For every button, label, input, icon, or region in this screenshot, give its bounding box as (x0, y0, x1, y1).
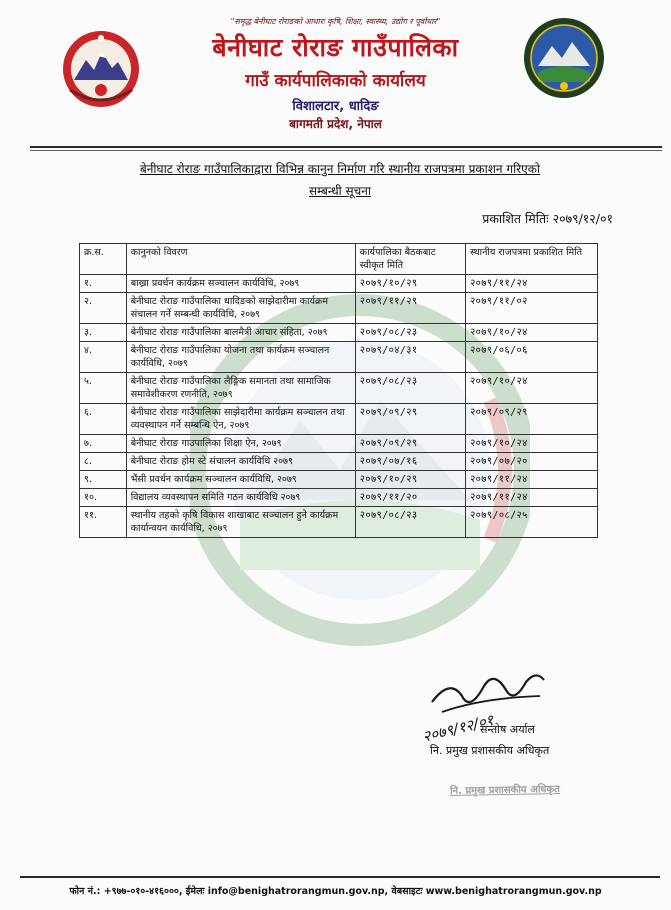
table-row (80, 324, 598, 342)
laws-table (79, 243, 598, 538)
row-sn: ९. (80, 471, 127, 489)
table-row (80, 293, 598, 324)
published-date: प्रकाशित मितिः २०७९/१२/०१ (482, 211, 613, 226)
row-approved-date: २०७९/०९/२९ (355, 404, 465, 435)
notice-subject (70, 158, 610, 202)
header-divider-thin (30, 150, 662, 151)
row-approved-date: २०७९/०८/२३ (355, 507, 465, 538)
row-description: बेनीघाट रोराङ होम स्टे संचालन कार्यविधि २०७९ (126, 453, 355, 471)
table-row (80, 342, 598, 373)
row-sn: ६. (80, 404, 127, 435)
header-description: कानुनको विवरण (126, 244, 355, 275)
row-approved-date: २०७९/०८/२३ (355, 324, 465, 342)
footer-divider (20, 876, 660, 878)
header-sn: क्र.स. (80, 244, 127, 275)
row-approved-date: २०७९/०९/२९ (355, 435, 465, 453)
header-published-date: स्थानीय राजपत्रमा प्रकाशित मिति (466, 244, 598, 275)
table-row (80, 471, 598, 489)
row-published-date: २०७९/११/२४ (466, 275, 598, 293)
table-row (80, 489, 598, 507)
table-row (80, 275, 598, 293)
row-published-date: २०७९/११/२४ (466, 489, 598, 507)
table-header-row (80, 244, 598, 275)
row-description: बेनीघाट रोराङ गाउँपालिका बालमैत्री आचार संहिता, २०७९ (126, 324, 355, 342)
office-name: गाउँ कार्यपालिकाको कार्यालय (245, 71, 426, 91)
row-approved-date: २०७९/०४/३१ (355, 342, 465, 373)
official-stamp: नि. प्रमुख प्रशासकीय अधिकृत (449, 784, 561, 797)
row-published-date: २०७९/११/०२ (466, 293, 598, 324)
row-approved-date: २०७९/१०/२९ (355, 275, 465, 293)
row-sn: ३. (80, 324, 127, 342)
table-row (80, 404, 598, 435)
motto: "समृद्ध बेनीघाट रोराङको आधारः कृषि, शिक्षा, स्वास्थ्य, उद्योग र पूर्वाधार" (230, 17, 441, 26)
municipality-logo-icon (522, 16, 606, 100)
row-approved-date: २०७९/११/२९ (355, 293, 465, 324)
row-published-date: २०७९/१०/२४ (466, 324, 598, 342)
subject-line-1: बेनीघाट रोराङ गाउँपालिकाद्वारा विभिन्न कानुन निर्माण गरि स्थानीय राजपत्रमा प्रकाशन गरिएको (139, 162, 541, 176)
row-published-date: २०७९/१०/२४ (466, 435, 598, 453)
row-description: बेनीघाट रोराङ गाउँपालिका धादिङको साझेदारीमा कार्यक्रम संचालन गर्ने सम्बन्धी कार्यविधि, २०७९ (126, 293, 355, 324)
row-sn: ८. (80, 453, 127, 471)
footer-contact: फोन नं.: +९७७-०१०-४१६०००, ईमेलः info@benighatrorangmun.gov.np, वेबसाइटः www.benighatrorangmun.gov.np (69, 886, 602, 897)
row-sn: ४. (80, 342, 127, 373)
row-description: बाख्रा प्रवर्धन कार्यक्रम सञ्चालन कार्यविधि, २०७९ (126, 275, 355, 293)
row-sn: १०. (80, 489, 127, 507)
row-description: भैंसी प्रवर्धन कार्यक्रम सञ्चालन कार्यविधि, २०७९ (126, 471, 355, 489)
signer-name: सन्तोष अर्याल (480, 723, 535, 736)
row-published-date: २०७९/०९/२९ (466, 404, 598, 435)
subject-line-2: सम्बन्धी सूचना (309, 184, 371, 198)
row-sn: ११. (80, 507, 127, 538)
province-name: बागमती प्रदेश, नेपाल (289, 117, 382, 131)
row-description: विद्यालय व्यवस्थापन समिति गठन कार्यविधि २०७९ (126, 489, 355, 507)
row-published-date: २०७९/११/२४ (466, 471, 598, 489)
table-row (80, 373, 598, 404)
row-description: बेनीघाट रोराङ गाउपालिका शिक्षा ऐन, २०७९ (126, 435, 355, 453)
row-description: स्थानीय तहको कृषि विकास शाखाबाट सञ्चालन हुने कार्यक्रम कार्यान्वयन कार्यविधि, २०७९ (126, 507, 355, 538)
row-published-date: २०७९/१०/२४ (466, 373, 598, 404)
row-description: बेनीघाट रोराङ गाउँपालिका साझेदारीमा कार्यक्रम सञ्चालन तथा व्यवस्थापन गर्ने सम्बन्धि ऐन, २०७९ (126, 404, 355, 435)
row-approved-date: २०७९/०८/२३ (355, 373, 465, 404)
row-published-date: २०७९/०८/२५ (466, 507, 598, 538)
row-approved-date: २०७९/१०/२९ (355, 471, 465, 489)
table-row (80, 453, 598, 471)
row-sn: ७. (80, 435, 127, 453)
table-row (80, 507, 598, 538)
row-sn: २. (80, 293, 127, 324)
signed-date: २०७९/१२/०१ (420, 710, 496, 746)
row-description: बेनीघाट रोराङ गाउँपालिका योजना तथा कार्यक्रम सञ्चालन कार्यविधि, २०७९ (126, 342, 355, 373)
row-approved-date: २०७९/११/२० (355, 489, 465, 507)
header-divider (30, 146, 662, 148)
row-description: बेनीघाट रोराङ गाउँपालिका लैङ्गिक समानता तथा सामाजिक समावेशीकरण रणनीति, २०७९ (126, 373, 355, 404)
signer-title: नि. प्रमुख प्रशासकीय अधिकृत (430, 744, 550, 757)
office-location: विशालटार, धादिङ (292, 99, 379, 114)
table-row (80, 435, 598, 453)
row-approved-date: २०७९/०७/१६ (355, 453, 465, 471)
header-approved-date: कार्यपालिका बैठकबाट स्वीकृत मिति (355, 244, 465, 275)
row-sn: १. (80, 275, 127, 293)
municipality-name: बेनीघाट रोराङ गाउँपालिका (212, 33, 459, 62)
row-published-date: २०७९/०६/०६ (466, 342, 598, 373)
row-published-date: २०७९/०७/२० (466, 453, 598, 471)
row-sn: ५. (80, 373, 127, 404)
